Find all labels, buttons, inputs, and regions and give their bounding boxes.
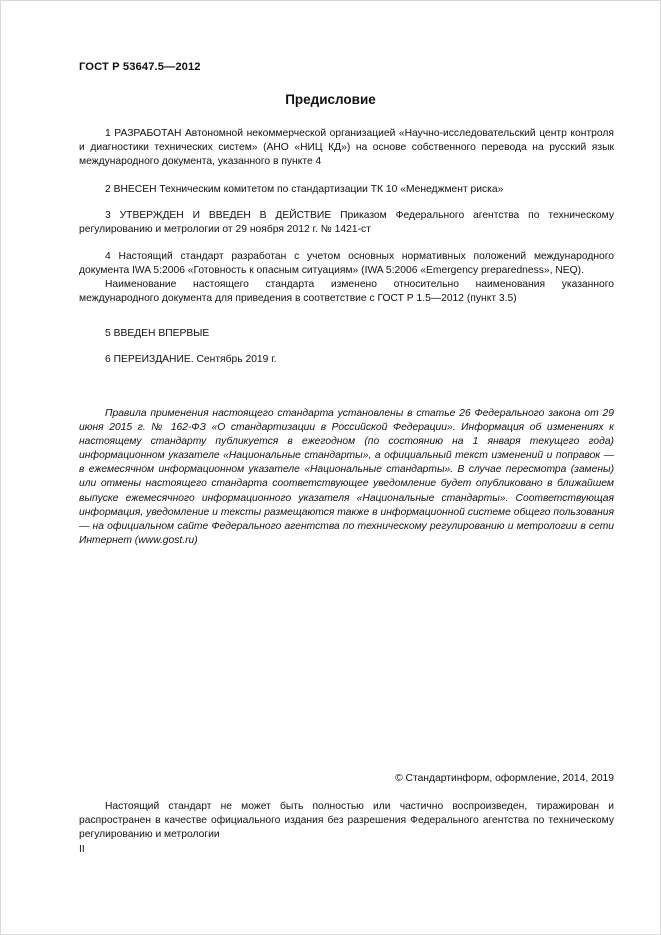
item-lead: 6 ПЕРЕИЗДАНИЕ.	[105, 354, 194, 365]
page-title: Предисловие	[285, 92, 376, 107]
foreword-item-2	[79, 183, 614, 197]
item-lead: 5 ВВЕДЕН ВПЕРВЫЕ	[105, 328, 210, 339]
item-4-note: Наименование настоящего стандарта изменено относительно наименования указанного международного документа для приведения в соответствие с ГОСТ Р 1.5—2012 (пункт 3.5)	[79, 279, 614, 305]
item-lead: 1 РАЗРАБОТАН	[105, 128, 182, 139]
page-number: II	[79, 844, 85, 855]
item-text: Техническим комитетом по стандартизации ТК 10 «Менеджмент риска»	[156, 184, 504, 195]
document-code: ГОСТ Р 53647.5—2012	[79, 61, 201, 73]
item-lead: 4	[105, 251, 111, 262]
rules-notice-text: Правила применения настоящего стандарта установлены в статье 26 Федерального закона от 29 июня 2015 г. № 162-ФЗ «О стандартизации в Российской Федерации». Информация об изменениях к настоящему стандарту публикуется в ежегодном (по состоянию на 1 января текущего года) информационном указателе «Национальные стандарты», а официальный текст изменений и поправок — в ежемесячном информационном указателе «Национальные стандарты». В случае пересмотра (замены) или отмены настоящего стандарта соответствующее уведомление будет опубликовано в ближайшем выпуске ежемесячного информационного указателя «Национальные стандарты». Соответствующая информация, уведомление и тексты размещаются также в информационной системе общего пользования — на официальном сайте Федерального агентства по техническому регулированию и метрологии в сети Интернет (www.gost.ru)	[79, 408, 614, 546]
foreword-item-4	[79, 250, 614, 306]
item-lead: 2 ВНЕСЕН	[105, 184, 157, 195]
foreword-item-5	[79, 327, 614, 341]
copyright-line: © Стандартинформ, оформление, 2014, 2019	[395, 773, 614, 784]
foreword-item-6	[79, 353, 614, 367]
item-text: Приказом Федерального агентства по техническому регулированию и метрологии от 29 ноября 2012 г. № 1421-ст	[79, 210, 614, 236]
item-text: Автономной некоммерческой организацией «Научно-исследовательский центр контроля и диагностики технических систем» (АНО «НИЦ КД») на основе собственного перевода на русский язык международного документа, указанного в пункте 4	[79, 128, 614, 168]
rules-notice	[79, 407, 614, 548]
foreword-item-3	[79, 209, 614, 237]
reproduction-notice-text: Настоящий стандарт не может быть полностью или частично воспроизведен, тиражирован и распространен в качестве официального издания без разрешения Федерального агентства по техническому регулированию и метрологии	[79, 801, 614, 841]
item-text: Настоящий стандарт разработан с учетом основных нормативных положений международного документа IWA 5:2006 «Готовность к опасным ситуациям» (IWA 5:2006 «Emergency preparedness», NEQ).	[79, 251, 614, 277]
item-text: Сентябрь 2019 г.	[193, 354, 277, 365]
foreword-item-1	[79, 127, 614, 169]
reproduction-notice	[79, 800, 614, 842]
item-lead: 3 УТВЕРЖДЕН И ВВЕДЕН В ДЕЙСТВИЕ	[105, 210, 332, 221]
